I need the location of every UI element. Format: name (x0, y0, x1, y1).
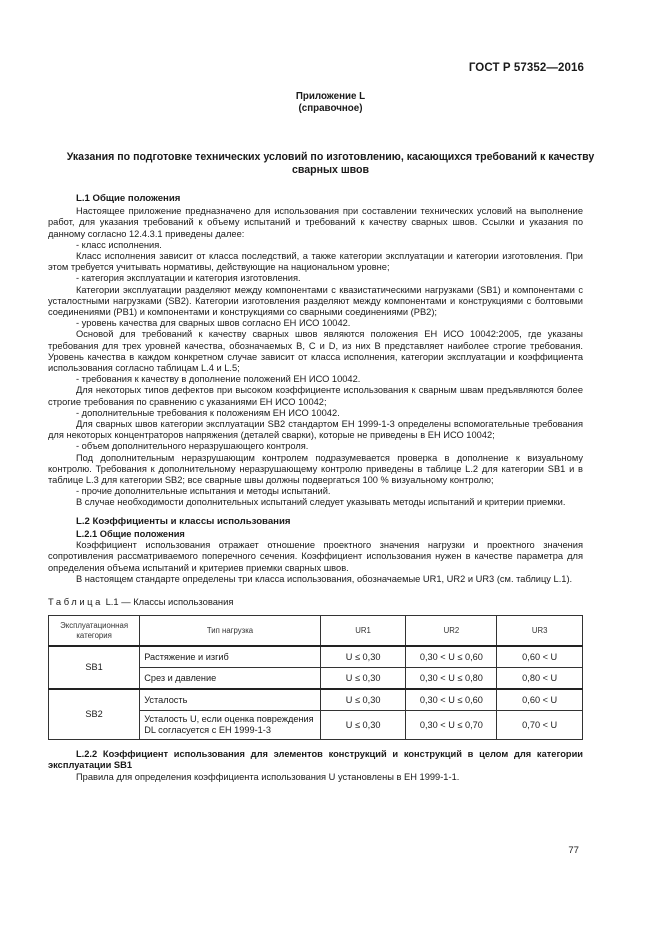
table-caption (48, 596, 583, 607)
header-cell: Эксплуатационная категория (49, 616, 140, 647)
load-type-cell: Усталость (140, 689, 321, 711)
paragraph: Под дополнительным неразрушающим контролем подразумевается проверка в дополнение к визуальному контролю. Требования к дополнительному неразрушающему контролю приведены в таблице L.2 для категории SB1 и в таблице L.3 для категории SB2; все сварные швы должны подвергаться 100 % визуальному контролю; (48, 452, 583, 486)
paragraph: Правила для определения коэффициента использования U установлены в ЕН 1999-1-1. (76, 771, 460, 782)
ur2-cell: 0,30 < U ≤ 0,60 (406, 689, 497, 711)
ur2-cell: 0,30 < U ≤ 0,60 (406, 646, 497, 668)
list-item: - категория эксплуатации и категория изготовления. (76, 273, 301, 284)
ur1-cell: U ≤ 0,30 (320, 668, 406, 690)
table-row (49, 646, 583, 668)
standard-code: ГОСТ Р 57352—2016 (468, 62, 584, 74)
annex-heading (0, 91, 661, 115)
load-type-cell: Срез и давление (140, 668, 321, 690)
ur1-cell: U ≤ 0,30 (320, 646, 406, 668)
load-type-cell: Усталость U, если оценка повреждения DL согласуется с ЕН 1999-1-3 (140, 711, 321, 740)
ur3-cell: 0,60 < U (497, 646, 583, 668)
ur2-cell: 0,30 < U ≤ 0,80 (406, 668, 497, 690)
list-item: - уровень качества для сварных швов согласно ЕН ИСО 10042. (76, 318, 351, 329)
ur3-cell: 0,60 < U (497, 689, 583, 711)
spacer (48, 509, 583, 516)
category-cell: SB2 (49, 689, 140, 740)
table-caption-label: Таблица (48, 595, 103, 607)
table-header-row (49, 616, 583, 647)
paragraph: Настоящее приложение предназначено для использования при составлении технических условий на выполнение работ, для указания требований к объему испытаний и требований к качеству сварных швов. Ссылки и указания по данному согласно 12.4.3.1 приведены далее: (48, 206, 583, 239)
ur2-cell: 0,30 < U ≤ 0,70 (406, 711, 497, 740)
document-body (48, 193, 583, 783)
paragraph: Для сварных швов категории эксплуатации SB2 стандартом ЕН 1999-1-3 определены вспомогательные требования для некоторых концентраторов напряжения (деталей сварки), которые не приведены в ЕН ИСО 10042; (48, 419, 583, 441)
paragraph: Для некоторых типов дефектов при высоком коэффициенте использования к сварным швам предъявляются более строгие требования по сравнению с указаниями ЕН ИСО 10042; (48, 385, 583, 407)
section-heading-l2: L.2 Коэффициенты и классы использования (76, 515, 291, 527)
header-cell: Тип нагрузка (140, 616, 321, 647)
header-cell: UR2 (406, 616, 497, 647)
load-type-cell: Растяжение и изгиб (140, 646, 321, 668)
header-cell: UR3 (497, 616, 583, 647)
subsection-heading-l22: L.2.2 Коэффициент использования для элементов конструкций и конструкций в целом для категории эксплуатации SB1 (48, 749, 583, 771)
ur3-cell: 0,80 < U (497, 668, 583, 690)
table-row (49, 689, 583, 711)
header-cell: UR1 (320, 616, 406, 647)
paragraph: Основой для требований к качеству сварных швов являются положения ЕН ИСО 10042:2005, где указаны требования для трех уровней качества, обозначаемых В, С и D, из них В представляет наиболее строгие требования. Уровень качества в каждом конкретном случае зависит от класса исполнения, категории эксплуатации и коэффициента использования согласно таблицам L.4 и L.5; (48, 329, 583, 374)
table-caption-text: L.1 — Классы использования (102, 595, 234, 607)
annex-title: Приложение L (295, 91, 366, 102)
spacer (48, 585, 583, 596)
ur1-cell: U ≤ 0,30 (320, 711, 406, 740)
ur1-cell: U ≤ 0,30 (320, 689, 406, 711)
list-item: - объем дополнительного неразрушающего контроля. (76, 441, 309, 452)
paragraph: Класс исполнения зависит от класса последствий, а также категории эксплуатации и категории изготовления. При этом требуется учитывать нормативы, действующие на национальном уровне; (48, 251, 583, 273)
spacer (48, 740, 583, 749)
paragraph: В настоящем стандарте определены три класса использования, обозначаемые UR1, UR2 и UR3 (см. таблицу L.1). (76, 573, 573, 584)
usage-classes-table (48, 615, 583, 740)
main-title: Указания по подготовке технических условий по изготовлению, касающихся требований к качеству сварных швов (66, 151, 595, 177)
page-number: 77 (568, 845, 579, 856)
list-item: - прочие дополнительные испытания и методы испытаний. (76, 486, 331, 497)
paragraph: Коэффициент использования отражает отношение проектного значения нагрузки и проектного значения сопротивления рассматриваемого поперечного сечения. Коэффициент использования нужен в качестве параметра для определения объема испытаний и критериев приемки сварных швов. (48, 540, 583, 573)
list-item: - требования к качеству в дополнение положений ЕН ИСО 10042. (76, 374, 361, 385)
paragraph: В случае необходимости дополнительных испытаний следует указывать методы испытаний и критерии приемки. (76, 497, 566, 508)
paragraph: Категории эксплуатации разделяют между компонентами с квазистатическими нагрузками (SB1) и компонентами с усталостными нагрузками (SB2). Категории изготовления разделяют между компонентами и конструкциями с болтовыми соединениями (PB1) и компонентами и конструкциями со сварными соединениями (PB2); (48, 284, 583, 318)
annex-subtitle: (справочное) (298, 103, 363, 114)
subsection-heading-l21: L.2.1 Общие положения (76, 528, 185, 539)
ur3-cell: 0,70 < U (497, 711, 583, 740)
list-item: - класс исполнения. (76, 239, 162, 250)
category-cell: SB1 (49, 646, 140, 689)
list-item: - дополнительные требования к положениям ЕН ИСО 10042. (76, 407, 340, 418)
section-heading-l1: L.1 Общие положения (76, 193, 181, 204)
